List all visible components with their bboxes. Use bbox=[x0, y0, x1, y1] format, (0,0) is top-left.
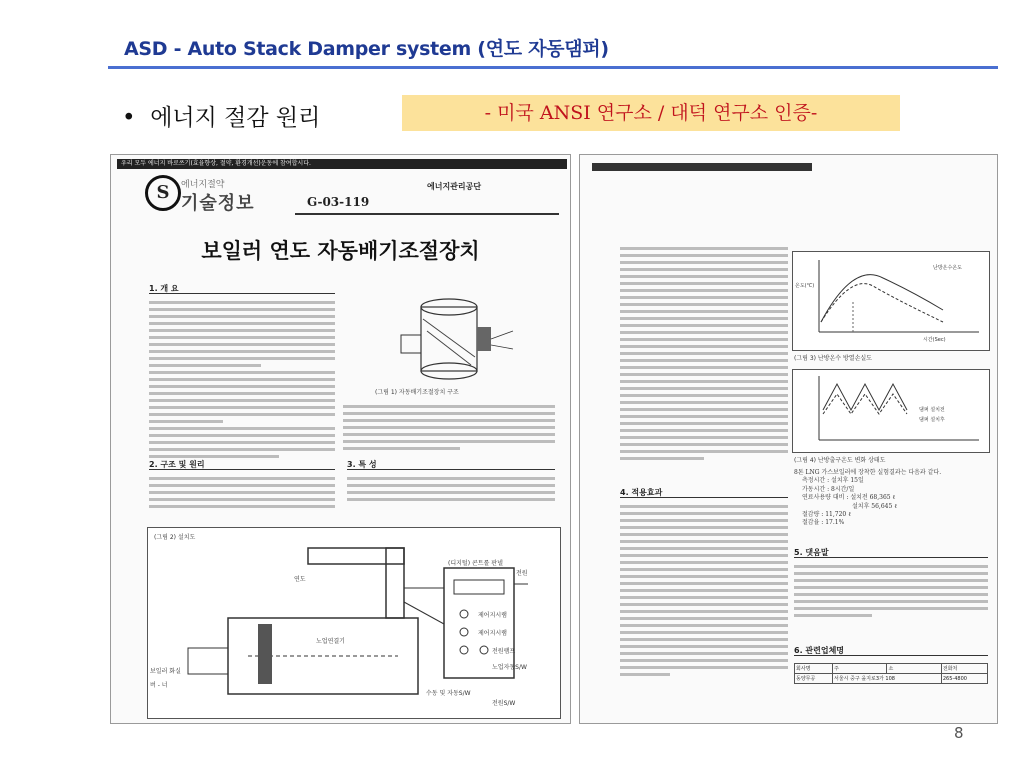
figure-4-caption: (그림 4) 난방출구온도 변화 상태도 bbox=[794, 457, 886, 464]
section-heading-effects: 4. 적용효과 bbox=[620, 488, 663, 497]
spec-line: 설치후 56,645 ℓ bbox=[852, 502, 898, 510]
slide-title: ASD - Auto Stack Damper system (연도 자동댐퍼) bbox=[124, 38, 609, 60]
top-scan-bar bbox=[592, 163, 812, 171]
slide-page-number: 8 bbox=[954, 724, 964, 742]
issuer-name: 에너지관리공단 bbox=[427, 182, 482, 191]
bullet-dot: • bbox=[122, 105, 151, 131]
figure-4-outlet-temp-chart bbox=[792, 369, 990, 453]
label-manual-switch: 수동 및 자동S/W bbox=[426, 690, 471, 697]
fig3-axis-label: 온도(℃) bbox=[795, 283, 815, 289]
label-power: 전원 bbox=[516, 570, 528, 577]
section-rule-6 bbox=[794, 655, 988, 656]
spec-line: 가동시간 : 8시간/일 bbox=[802, 485, 855, 493]
spec-line: 측정시간 : 설치후 15일 bbox=[802, 477, 864, 485]
title-underline bbox=[108, 66, 998, 69]
table-header-cell: 전화처 bbox=[941, 664, 987, 674]
label-relay: 제어지시램 bbox=[478, 630, 507, 637]
label-burner: 버 - 너 bbox=[150, 682, 168, 689]
section-heading-conclusion: 5. 댓음말 bbox=[794, 548, 829, 557]
figure-1-damper-structure bbox=[343, 279, 555, 401]
principle-text-block bbox=[149, 477, 335, 512]
certification-banner: - 미국 ANSI 연구소 / 대덕 연구소 인증- bbox=[402, 95, 900, 131]
spec-line: 절감량 : 11,720 ℓ bbox=[802, 511, 851, 519]
overview-text-block bbox=[149, 301, 335, 462]
section-rule-5 bbox=[794, 557, 988, 558]
document-number: G-03-119 bbox=[307, 195, 370, 209]
spec-line: 연료사용량 대비 : 설치전 68,365 ℓ bbox=[802, 494, 896, 502]
header-rule bbox=[295, 213, 559, 215]
section-rule-2 bbox=[149, 469, 335, 470]
fig3-time-label: 시간(Sec) bbox=[923, 337, 946, 343]
table-cell: 265-4800 bbox=[941, 674, 987, 684]
fig4-legend-b: 댐퍼 설치전 bbox=[919, 407, 945, 413]
principle-continued-text bbox=[620, 247, 788, 464]
spec-line: 절감율 : 17.1% bbox=[802, 519, 845, 527]
figure-3-heat-loss-chart bbox=[792, 251, 990, 351]
table-cell: 동양무공 bbox=[795, 674, 833, 684]
doc-header-strip: 우리 모두 에너지 바로쓰기(효율향상, 절약, 환경개선)운동에 참여합시다. bbox=[117, 159, 567, 169]
logo-big-text: 기술정보 bbox=[181, 193, 255, 214]
company-table bbox=[794, 663, 988, 684]
right-document-page bbox=[579, 154, 998, 724]
label-switch-lamp: 제어지시램 bbox=[478, 612, 507, 619]
table-header-cell: 주 bbox=[833, 664, 887, 674]
fig3-legend-a: 난방온수온도 bbox=[933, 265, 962, 271]
logo-small-text: 에너지절약 bbox=[181, 180, 225, 190]
section-heading-overview: 1. 개 요 bbox=[149, 284, 179, 293]
label-damper: 노업연결기 bbox=[316, 638, 345, 645]
figure-2-caption: (그림 2) 설치도 bbox=[154, 534, 196, 541]
section-rule-3 bbox=[347, 469, 555, 470]
spec-line: 8톤 LNG 가스보일러에 장착한 실험결과는 다음과 같다. bbox=[794, 469, 942, 476]
features-text-block bbox=[347, 477, 555, 505]
energy-logo-icon: S bbox=[145, 175, 181, 211]
effects-text-block bbox=[620, 505, 788, 680]
label-auto-switch: 노업자동S/W bbox=[492, 664, 527, 671]
structure-text-block bbox=[343, 405, 555, 454]
table-row bbox=[795, 674, 988, 684]
conclusion-text-block bbox=[794, 565, 988, 621]
label-stack: 연도 bbox=[294, 576, 306, 583]
bullet-text: 에너지 절감 원리 bbox=[150, 105, 321, 131]
test-results-block bbox=[794, 469, 990, 528]
label-control-panel: (디지털) 콘트롤 판넬 bbox=[448, 560, 503, 567]
table-header-cell: 소 bbox=[887, 664, 941, 674]
table-header-cell: 회사명 bbox=[795, 664, 833, 674]
label-boiler: 보일러 화실 bbox=[150, 668, 181, 675]
label-operation-switch: 전원램프 bbox=[492, 648, 516, 655]
table-header-row bbox=[795, 664, 988, 674]
section-rule-4 bbox=[620, 497, 788, 498]
figure-1-caption: (그림 1) 자동배기조절장치 구조 bbox=[375, 389, 459, 396]
bullet-heading bbox=[122, 99, 320, 132]
figure-3-caption: (그림 3) 난방온수 방열손실도 bbox=[794, 355, 872, 362]
section-heading-features: 3. 특 성 bbox=[347, 460, 377, 469]
fig4-legend-c: 댐퍼 설치후 bbox=[919, 417, 945, 423]
section-heading-companies: 6. 관련업체명 bbox=[794, 646, 845, 655]
section-rule bbox=[149, 293, 335, 294]
left-document-page bbox=[110, 154, 571, 724]
document-title: 보일러 연도 자동배기조절장치 bbox=[201, 239, 480, 263]
section-heading-structure: 2. 구조 및 원리 bbox=[149, 460, 205, 469]
figure-2-installation-diagram bbox=[147, 527, 561, 719]
label-power-switch: 전원S/W bbox=[492, 700, 516, 707]
table-cell: 서울시 중구 을지로3가 108 bbox=[833, 674, 942, 684]
